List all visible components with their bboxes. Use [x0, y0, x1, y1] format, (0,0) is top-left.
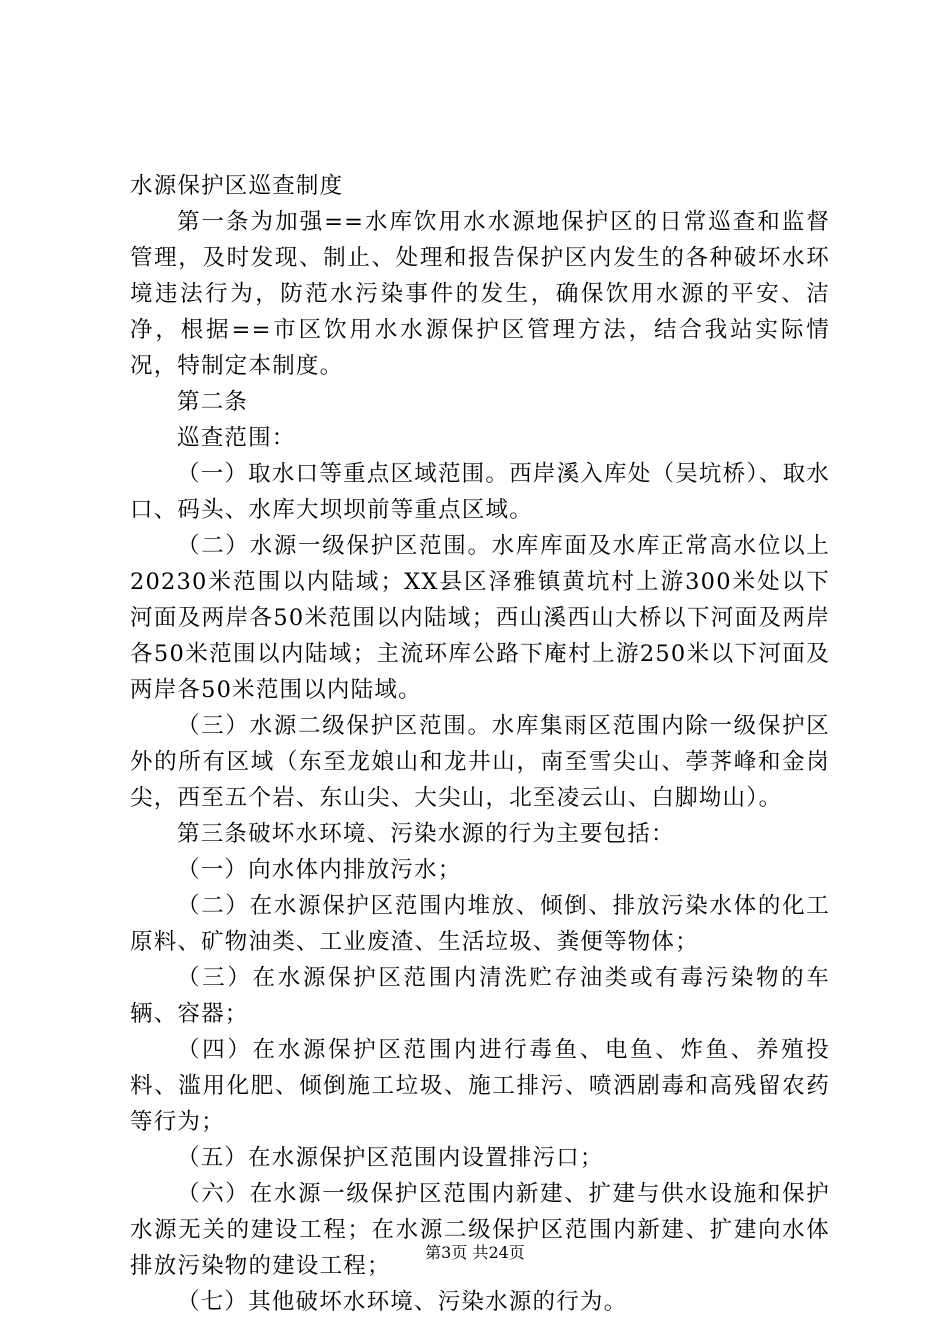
paragraph-behavior-item-1: （一）向水体内排放污水； — [177, 857, 462, 883]
paragraph-behavior-item-6: （六）在水源一级保护区范围内新建、扩建与供水设施和保护水源无关的建设工程；在水源二级保护区范围内新建、扩建向水体排放污染物的建设工程； — [130, 1181, 830, 1279]
document-title: 水源保护区巡查制度 — [130, 173, 344, 199]
paragraph-behavior-item-7: （七）其他破坏水环境、污染水源的行为。 — [177, 1289, 628, 1315]
paragraph-behavior-item-5: （五）在水源保护区范围内设置排污口； — [177, 1145, 604, 1171]
document-body — [130, 168, 830, 1320]
paragraph-article-3: 第三条破坏水环境、污染水源的行为主要包括： — [177, 821, 675, 847]
paragraph-scope-item-3: （三）水源二级保护区范围。水库集雨区范围内除一级保护区外的所有区域（东至龙娘山和龙井山，南至雪尖山、荸荠峰和金岗尖，西至五个岩、东山尖、大尖山，北至凌云山、白脚坳山）。 — [130, 713, 830, 811]
page-number-footer: 第3页 共24页 — [425, 1243, 525, 1262]
paragraph-behavior-item-2: （二）在水源保护区范围内堆放、倾倒、排放污染水体的化工原料、矿物油类、工业废渣、生活垃圾、粪便等物体； — [130, 893, 830, 955]
paragraph-scope-heading: 巡查范围： — [177, 425, 296, 451]
paragraph-scope-item-2: （二）水源一级保护区范围。水库库面及水库正常高水位以上20230米范围以内陆域；XX县区泽雅镇黄坑村上游300米处以下河面及两岸各50米范围以内陆域；西山溪西山大桥以下河面及两岸各50米范围以内陆域；主流环库公路下庵村上游250米以下河面及两岸各50米范围以内陆域。 — [130, 533, 830, 703]
paragraph-behavior-item-3: （三）在水源保护区范围内清洗贮存油类或有毒污染物的车辆、容器； — [130, 965, 830, 1027]
paragraph-scope-item-1: （一）取水口等重点区域范围。西岸溪入库处（吴坑桥）、取水口、码头、水库大坝坝前等重点区域。 — [130, 461, 830, 523]
paragraph-article-1: 第一条为加强==水库饮用水水源地保护区的日常巡查和监督管理，及时发现、制止、处理和报告保护区内发生的各种破坏水环境违法行为，防范水污染事件的发生，确保饮用水源的平安、洁净，根据==市区饮用水水源保护区管理方法，结合我站实际情况，特制定本制度。 — [130, 209, 830, 379]
paragraph-article-2-heading: 第二条 — [177, 389, 249, 415]
paragraph-behavior-item-4: （四）在水源保护区范围内进行毒鱼、电鱼、炸鱼、养殖投料、滥用化肥、倾倒施工垃圾、施工排污、喷洒剧毒和高残留农药等行为； — [130, 1037, 830, 1135]
